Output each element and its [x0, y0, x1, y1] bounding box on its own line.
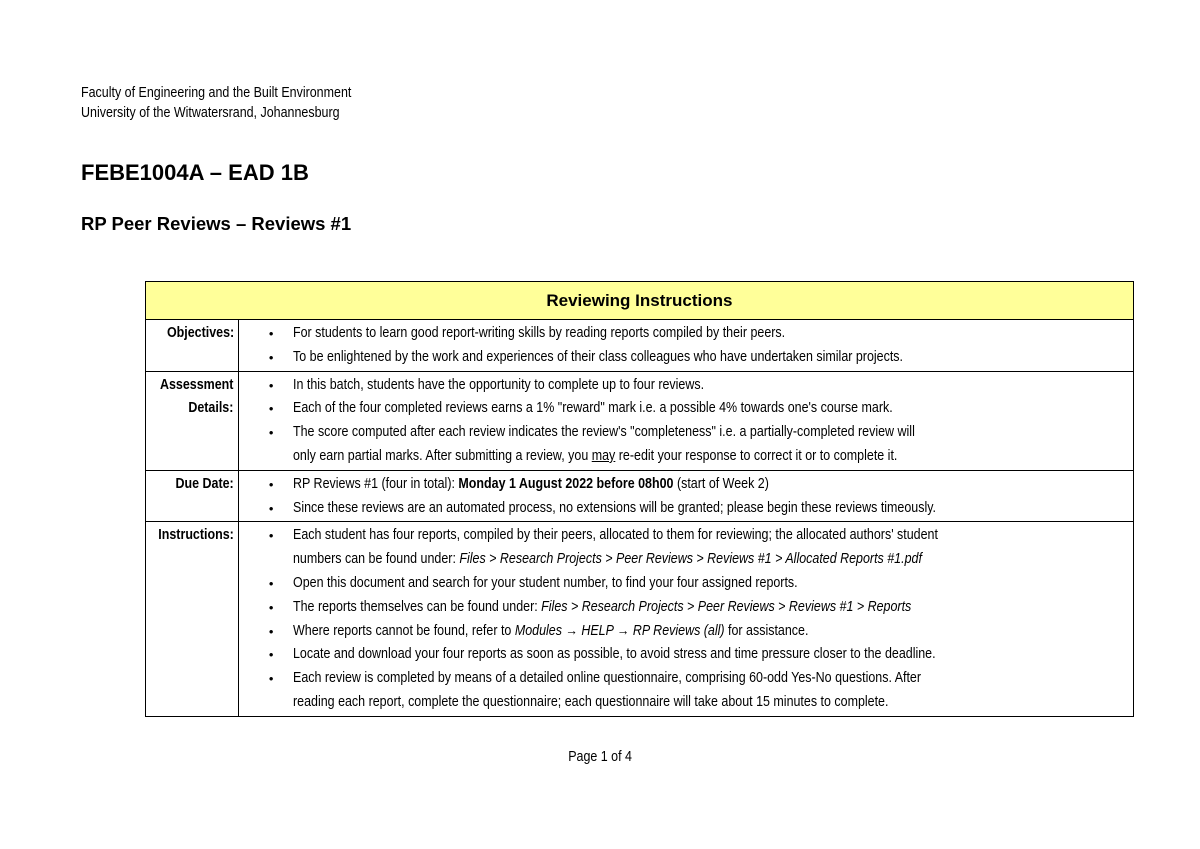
- bullet: •: [268, 401, 274, 417]
- faculty-header: [81, 83, 351, 123]
- list-item: • To be enlightened by the work and experiences of their class colleagues who have undertaken similar projects.: [239, 346, 1133, 370]
- objectives-content: [238, 320, 1133, 372]
- list-item: • Locate and download your four reports as soon as possible, to avoid stress and time pressure closer to the deadline.: [239, 643, 1133, 667]
- bullet: •: [268, 326, 274, 341]
- due-date-content: [238, 470, 1133, 522]
- bullet: •: [268, 528, 274, 544]
- bullet: •: [268, 575, 274, 591]
- bullet: •: [268, 623, 274, 639]
- due-date-row: [146, 470, 1134, 522]
- list-item: • Each of the four completed reviews earns a 1% "reward" mark i.e. a possible 4% towards one's course mark.: [239, 397, 1133, 421]
- list-item: • The score computed after each review indicates the review's "completeness" i.e. a partially-completed review will only earn partial marks. After submitting a review, you may re-edit your response to correct it or to complete it.: [239, 421, 1133, 469]
- bullet: •: [268, 500, 274, 516]
- bullet: •: [268, 671, 274, 687]
- page-subtitle: RP Peer Reviews – Reviews #1: [81, 213, 352, 234]
- file-path: Files > Research Projects > Peer Reviews > Reviews #1 > Allocated Reports #1.pdf: [459, 551, 922, 568]
- bullet: •: [268, 377, 274, 393]
- assessment-row: [146, 371, 1134, 470]
- emphasis-may: may: [591, 447, 616, 464]
- list-item: • The reports themselves can be found under: Files > Research Projects > Peer Reviews > Reviews #1 > Reports: [239, 596, 1133, 620]
- bullet: •: [268, 647, 274, 663]
- instructions-row: [146, 522, 1134, 716]
- assessment-content: [238, 371, 1133, 470]
- faculty-line: Faculty of Engineering and the Built Environment: [81, 85, 352, 101]
- file-path: Files > Research Projects > Peer Reviews > Reviews #1 > Reports: [540, 598, 912, 615]
- bullet: •: [268, 425, 274, 441]
- list-item: • Each review is completed by means of a detailed online questionnaire, comprising 60-odd Yes-No questions. After reading each report, complete the questionnaire; each questionnaire will take about 15 minutes to complete.: [239, 667, 1133, 715]
- objectives-label: Objectives:: [146, 320, 239, 372]
- due-date-label: Due Date:: [146, 470, 239, 522]
- page-number: Page 1 of 4: [568, 749, 632, 765]
- bullet: •: [268, 349, 274, 365]
- objectives-row: [146, 320, 1134, 372]
- help-path: Modules → HELP → RP Reviews (all): [514, 622, 725, 639]
- bullet: •: [268, 476, 274, 492]
- list-item: • RP Reviews #1 (four in total): Monday 1 August 2022 before 08h00 (start of Week 2): [239, 473, 1133, 497]
- due-date-value: Monday 1 August 2022 before 08h00: [458, 475, 674, 492]
- bullet: •: [268, 599, 274, 615]
- list-item: • In this batch, students have the opportunity to complete up to four reviews.: [239, 374, 1133, 398]
- list-item: • Since these reviews are an automated process, no extensions will be granted; please begin these reviews timeously.: [239, 497, 1133, 521]
- table-heading-row: [146, 282, 1134, 320]
- list-item: • Each student has four reports, compiled by their peers, allocated to them for reviewing; the allocated authors' student numbers can be found under: Files > Research Projects > Peer Reviews > Reviews #1 > Allocated Reports #1.pdf: [239, 524, 1133, 572]
- instructions-label: Instructions:: [146, 522, 239, 716]
- reviewing-instructions-table: [145, 281, 1134, 717]
- list-item: • Open this document and search for your student number, to find your four assigned reports.: [239, 572, 1133, 596]
- course-title: FEBE1004A – EAD 1B: [81, 160, 309, 185]
- list-item: • For students to learn good report-writing skills by reading reports compiled by their peers.: [239, 322, 1133, 346]
- page-footer: [0, 749, 1200, 765]
- list-item: • Where reports cannot be found, refer to Modules → HELP → RP Reviews (all) for assistance.: [239, 620, 1133, 644]
- instructions-content: [238, 522, 1133, 716]
- table-heading: Reviewing Instructions: [146, 282, 1134, 320]
- university-line: University of the Witwatersrand, Johannesburg: [81, 105, 340, 121]
- assessment-label: Assessment Details:: [146, 371, 239, 470]
